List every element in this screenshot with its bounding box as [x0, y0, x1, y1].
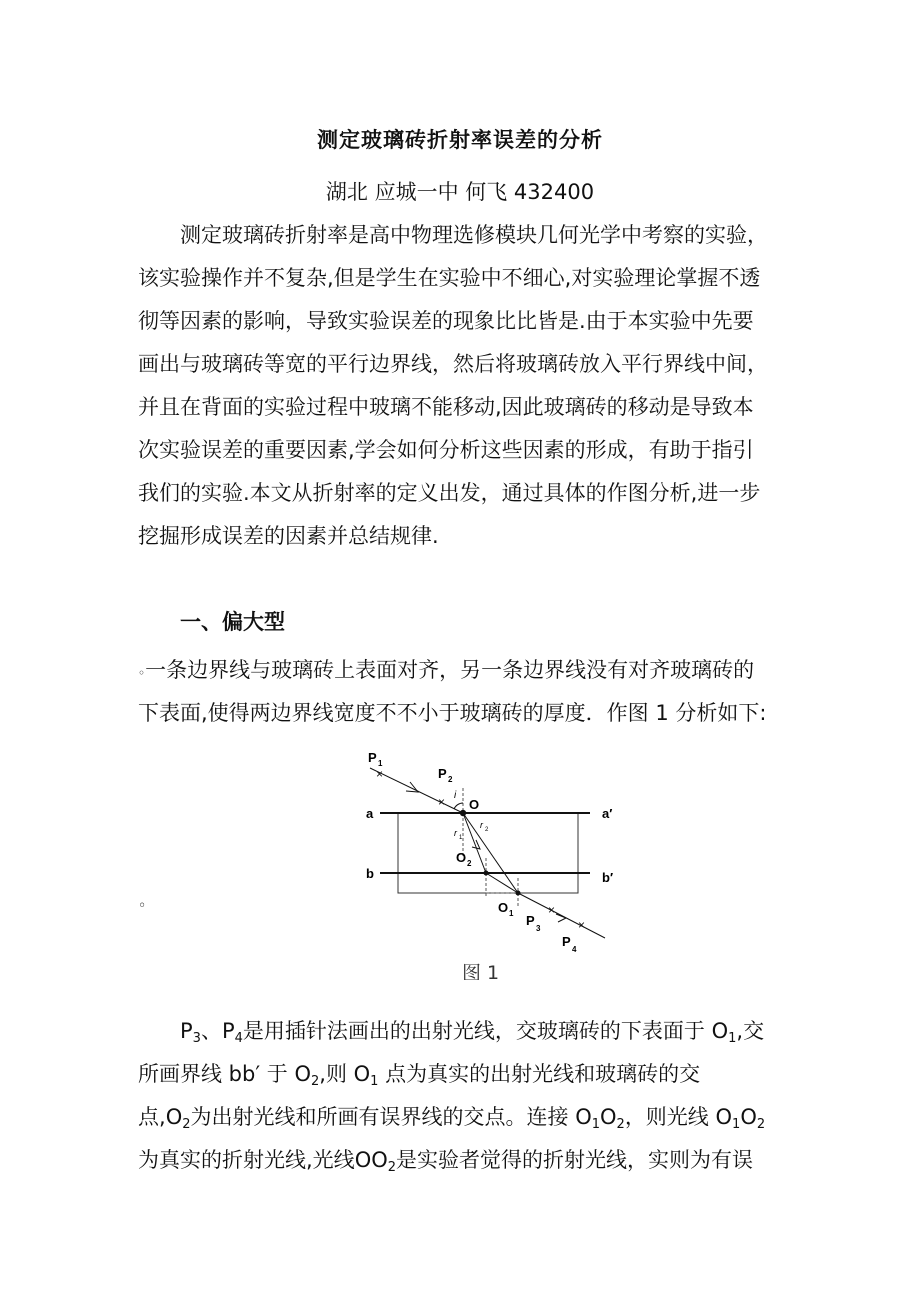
- label-p2-sub: 2: [448, 775, 453, 784]
- point-o: [460, 810, 466, 816]
- label-r1: r: [454, 828, 457, 838]
- intro-line: 测定玻璃砖折射率是高中物理选修模块几何光学中考察的实验，: [180, 223, 768, 247]
- symbol-p: P: [221, 1019, 235, 1043]
- label-r1-sub: 1: [459, 835, 463, 841]
- analysis-text: 所画界线 bb′ 于: [138, 1062, 295, 1086]
- analysis-paragraph: [138, 1010, 788, 1182]
- symbol-o: O: [575, 1105, 592, 1129]
- label-p4: P: [562, 934, 571, 949]
- label-r2-sub: 2: [485, 827, 489, 833]
- label-b-prime: b′: [602, 870, 614, 885]
- glass-block: [398, 813, 578, 893]
- label-p1-sub: 1: [378, 759, 383, 768]
- figure-caption: 图 1: [462, 962, 500, 980]
- intro-line: 我们的实验.本文从折射率的定义出发，通过具体的作图分析,进一步: [138, 481, 761, 505]
- label-o1-sub: 1: [509, 909, 514, 918]
- label-a-prime: a′: [602, 806, 613, 821]
- author-line: 湖北 应城一中 何飞 432400: [325, 180, 595, 204]
- intro-paragraph: [138, 214, 788, 558]
- label-i: i: [454, 790, 457, 801]
- subscript: 2: [756, 1117, 766, 1132]
- symbol-p: P: [180, 1019, 193, 1043]
- analysis-text: ,则: [319, 1062, 354, 1086]
- label-a: a: [366, 806, 374, 821]
- pin-mark-p2: ×: [438, 795, 446, 809]
- document-title: 测定玻璃砖折射率误差的分析: [317, 128, 603, 152]
- symbol-o: O: [711, 1019, 729, 1043]
- arrow-refracted: [472, 840, 480, 849]
- pin-mark-p1: ×: [376, 767, 384, 781]
- label-p2: P: [438, 766, 447, 781]
- intro-line: 彻等因素的影响，导致实验误差的现象比比皆是.由于本实验中先要: [138, 309, 754, 333]
- symbol-o: O: [353, 1062, 371, 1086]
- label-p3-sub: 3: [536, 924, 541, 933]
- label-o2: O: [456, 850, 467, 865]
- analysis-text: 是用插针法画出的出射光线，交玻璃砖的下表面于: [242, 1019, 712, 1043]
- point-o2: [484, 871, 489, 876]
- refracted-ray-o-o1: [463, 813, 518, 893]
- subscript: 2: [387, 1160, 397, 1175]
- analysis-text: 为真实的折射光线,光线: [138, 1148, 355, 1172]
- analysis-line: [138, 1010, 788, 1053]
- subscript: 2: [616, 1117, 625, 1132]
- analysis-text: 为出射光线和所画有误界线的交点。连接: [190, 1105, 576, 1129]
- label-o2-sub: 2: [467, 859, 472, 868]
- label-o: O: [469, 797, 480, 812]
- symbol-o: O: [740, 1105, 757, 1129]
- intro-line: 画出与玻璃砖等宽的平行边界线，然后将玻璃砖放入平行界线中间，: [138, 352, 768, 376]
- subscript: 2: [311, 1074, 320, 1089]
- intro-line: 并且在背面的实验过程中玻璃不能移动,因此玻璃砖的移动是导致本: [138, 395, 754, 419]
- label-r2: r: [480, 820, 483, 830]
- label-p4-sub: 4: [572, 945, 577, 954]
- intro-line: 该实验操作并不复杂,但是学生在实验中不细心,对实验理论掌握不透: [138, 266, 761, 290]
- subscript: 1: [370, 1074, 379, 1089]
- analysis-text: 点,: [138, 1105, 166, 1129]
- case1-line: [138, 649, 788, 692]
- analysis-line: [138, 1096, 788, 1139]
- label-p1: P: [368, 750, 377, 765]
- case1-text: 一条边界线与玻璃砖上表面对齐，另一条边界线没有对齐玻璃砖的: [145, 658, 755, 682]
- intro-line: 挖掘形成误差的因素并总结规律.: [138, 524, 439, 548]
- analysis-text: 是实验者觉得的折射光线，实则为有误: [396, 1148, 754, 1172]
- analysis-line: [138, 1053, 788, 1096]
- subscript: 2: [182, 1117, 191, 1132]
- section-heading: 一、偏大型: [180, 610, 285, 634]
- refraction-diagram: [350, 748, 650, 980]
- case1-paragraph: [138, 649, 788, 735]
- angle-arc-i: [454, 803, 463, 809]
- symbol-o: O: [165, 1105, 183, 1129]
- analysis-text: ，则光线: [624, 1105, 716, 1129]
- label-p3: P: [526, 913, 535, 928]
- symbol-oo: OO: [354, 1148, 388, 1172]
- point-o1: [516, 891, 521, 896]
- case1-line: 下表面,使得两边界线宽度不不小于玻璃砖的厚度．作图 1 分析如下:: [138, 701, 767, 725]
- symbol-o: O: [715, 1105, 733, 1129]
- symbol-o: O: [600, 1105, 617, 1129]
- symbol-o: O: [294, 1062, 311, 1086]
- subscript: 1: [732, 1117, 741, 1132]
- separator: 、: [200, 1019, 222, 1043]
- pin-mark-p3: ×: [548, 903, 556, 917]
- stray-mark: ◦: [138, 898, 147, 914]
- bullet-mark: ◦: [138, 666, 146, 680]
- pin-mark-p4: ×: [578, 918, 586, 932]
- analysis-text: 点为真实的出射光线和玻璃砖的交: [378, 1062, 701, 1086]
- label-b: b: [366, 866, 374, 881]
- analysis-text: ,交: [736, 1019, 765, 1043]
- arrow-incident: [406, 782, 418, 792]
- subscript: 1: [591, 1117, 600, 1132]
- subscript: 3: [192, 1031, 201, 1046]
- segment-o2-o1: [486, 873, 518, 893]
- intro-line: 次实验误差的重要因素,学会如何分析这些因素的形成，有助于指引: [138, 438, 754, 462]
- label-o1: O: [498, 900, 509, 915]
- subscript: 1: [728, 1031, 737, 1046]
- analysis-line: [138, 1139, 788, 1182]
- subscript: 4: [234, 1031, 243, 1046]
